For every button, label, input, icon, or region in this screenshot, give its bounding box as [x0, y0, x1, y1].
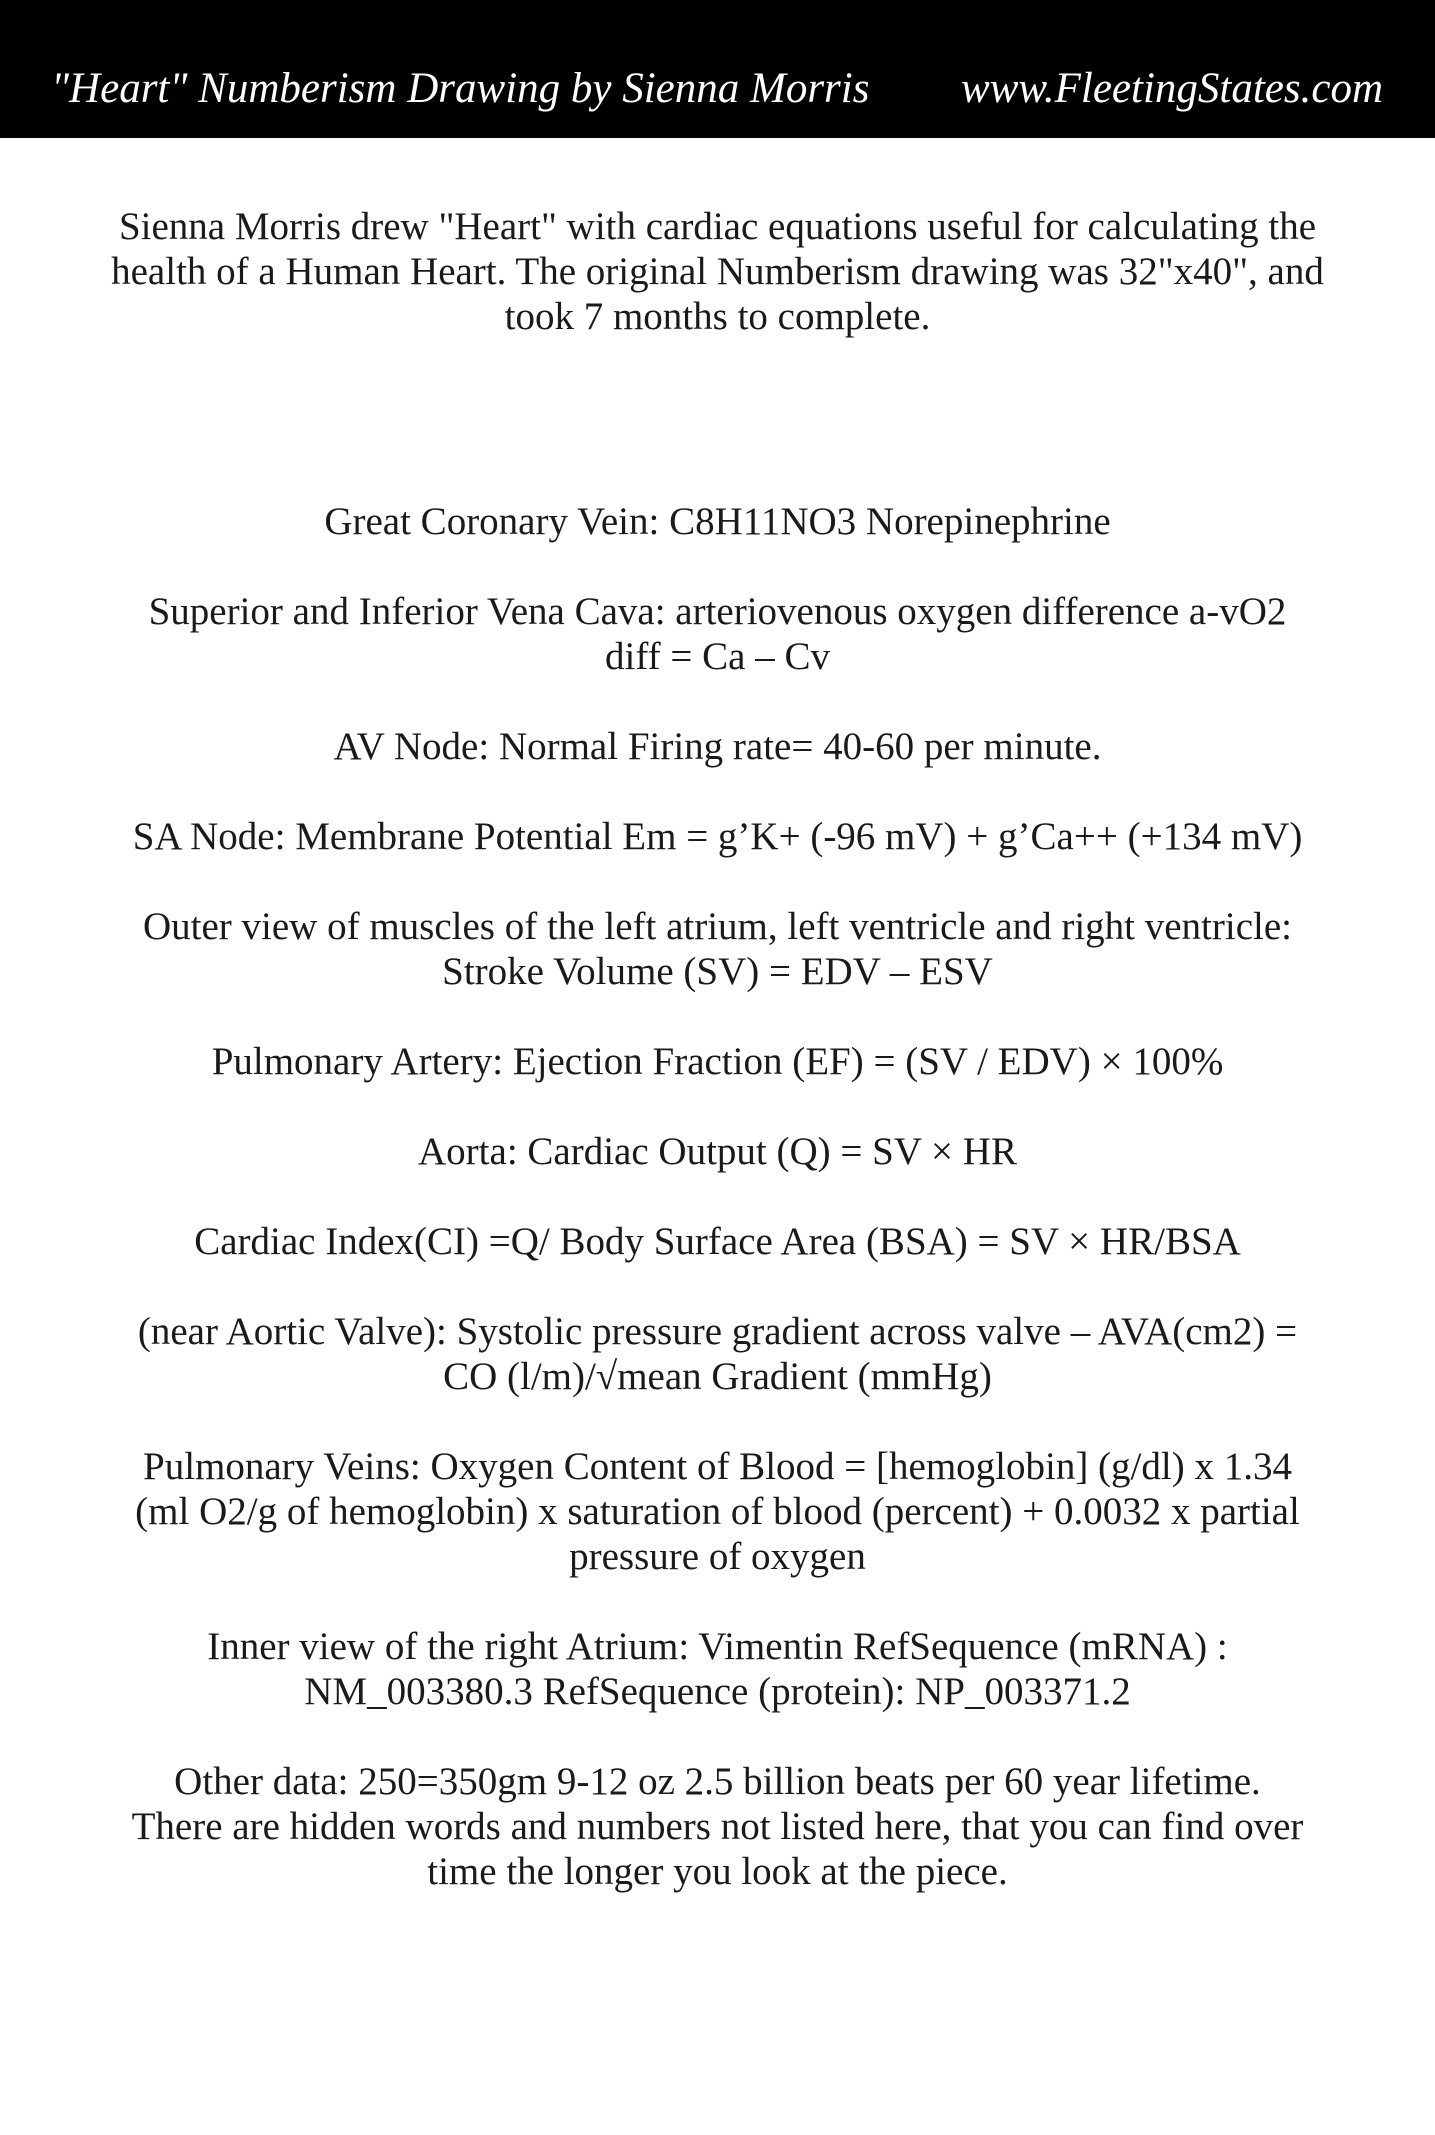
equation-line: Stroke Volume (SV) = EDV – ESV	[442, 950, 993, 993]
equation-entry	[73, 1444, 1363, 1579]
equation-entry	[73, 1039, 1363, 1084]
equation-entry	[73, 1309, 1363, 1399]
intro-paragraph	[0, 204, 1435, 339]
equation-entry	[73, 724, 1363, 769]
equation-line: NM_003380.3 RefSequence (protein): NP_003371.2	[304, 1670, 1131, 1713]
drawing-title: "Heart" Numberism Drawing by Sienna Morris	[51, 65, 870, 112]
equation-line: SA Node: Membrane Potential Em = g’K+ (-96 mV) + g’Ca++ (+134 mV)	[132, 815, 1303, 858]
equation-entry	[73, 814, 1363, 859]
intro-line: Sienna Morris drew "Heart" with cardiac equations useful for calculating the	[118, 205, 1317, 248]
header-banner	[0, 0, 1435, 138]
equation-entry	[73, 1759, 1363, 1894]
equation-line: AV Node: Normal Firing rate= 40-60 per minute.	[333, 725, 1102, 768]
intro-line: took 7 months to complete.	[504, 295, 931, 338]
equation-entry	[73, 1624, 1363, 1714]
equation-line: (near Aortic Valve): Systolic pressure gradient across valve – AVA(cm2) =	[137, 1310, 1298, 1353]
intro-line: health of a Human Heart. The original Numberism drawing was 32"x40", and	[111, 250, 1324, 293]
equation-line: diff = Ca – Cv	[605, 635, 830, 678]
website-url[interactable]: www.FleetingStates.com	[961, 65, 1383, 112]
equation-line: Aorta: Cardiac Output (Q) = SV × HR	[418, 1130, 1017, 1173]
equation-entry	[73, 1129, 1363, 1174]
equation-line: time the longer you look at the piece.	[427, 1850, 1008, 1893]
equation-entry	[73, 1219, 1363, 1264]
equation-line: (ml O2/g of hemoglobin) x saturation of blood (percent) + 0.0032 x partial	[135, 1490, 1300, 1533]
equation-line: Pulmonary Artery: Ejection Fraction (EF) = (SV / EDV) × 100%	[211, 1040, 1224, 1083]
equation-entry	[73, 499, 1363, 544]
equation-line: Great Coronary Vein: C8H11NO3 Norepinephrine	[324, 500, 1111, 543]
equation-line: Pulmonary Veins: Oxygen Content of Blood = [hemoglobin] (g/dl) x 1.34	[143, 1445, 1292, 1488]
equation-line: Superior and Inferior Vena Cava: arteriovenous oxygen difference a-vO2	[148, 590, 1287, 633]
equation-line: Inner view of the right Atrium: Vimentin RefSequence (mRNA) :	[207, 1625, 1228, 1668]
equation-line: Other data: 250=350gm 9-12 oz 2.5 billion beats per 60 year lifetime.	[174, 1760, 1261, 1803]
equation-entry	[73, 589, 1363, 679]
equation-entry	[73, 904, 1363, 994]
equation-line: pressure of oxygen	[569, 1535, 866, 1578]
equation-line: Cardiac Index(CI) =Q/ Body Surface Area (BSA) = SV × HR/BSA	[194, 1220, 1241, 1263]
equation-list	[0, 499, 1435, 1939]
equation-line: CO (l/m)/√mean Gradient (mmHg)	[443, 1355, 992, 1398]
equation-line: Outer view of muscles of the left atrium, left ventricle and right ventricle:	[142, 905, 1292, 948]
equation-line: There are hidden words and numbers not listed here, that you can find over	[131, 1805, 1304, 1848]
